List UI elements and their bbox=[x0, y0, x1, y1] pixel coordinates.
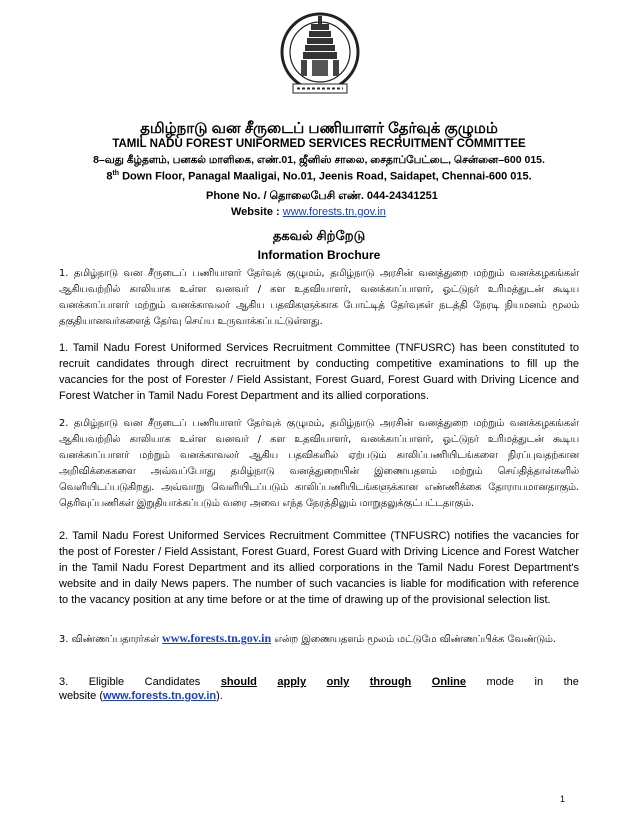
word: through bbox=[369, 676, 412, 688]
website-line bbox=[231, 206, 386, 218]
word: mode bbox=[486, 676, 515, 688]
paragraph-1-tamil: 1. தமிழ்நாடு வன சீருடைப் பணியாளர் தேர்வுக் குழுமம், தமிழ்நாடு அரசின் வனத்துறை மற்றும் வனக்கழகங்கள் ஆகியவற்றில் காலியாக உள்ள வனவர் / கள உதவியாளர், வனக்காப்பாளர், ஓட்டுநர் உரிமத்துடன் கூடிய வனக்காப்பாளர் மற்றும் வனக்காவலர் ஆகிய பதவிகளுக்காக போட்டித் தேர்வுகள் நடத்தி நேரடி நியமனம் மூலம் தகுதியானவர்களைத் தேர்வு செய்ய உருவாக்கப்பட்டுள்ளது. bbox=[59, 268, 579, 327]
address-tamil: 8–வது கீழ்தளம், பனகல் மாளிகை, எண்.01, ஜீனிஸ் சாலை, சைதாப்பேட்டை, சென்னை–600 015. bbox=[93, 154, 545, 166]
paragraph-3-tamil-suffix: என்ற இணையதளம் மூலம் மட்டுமே விண்ணப்பிக்க வேண்டும். bbox=[271, 634, 556, 645]
word: in bbox=[534, 676, 544, 688]
word: Eligible bbox=[88, 676, 125, 688]
committee-title-english: TAMIL NADU FOREST UNIFORMED SERVICES RECRUITMENT COMMITTEE bbox=[112, 138, 526, 150]
paragraph-2-tamil: 2. தமிழ்நாடு வன சீருடைப் பணியாளர் தேர்வுக் குழுமம், தமிழ்நாடு அரசின் வனத்துறை மற்றும் வனக்கழகங்கள் ஆகியவற்றில் காலியாக உள்ள வனவர் / கள உதவியாளர், வனக்காப்பாளர், ஓட்டுநர் உரிமத்துடன் கூடிய வனக்காப்பாளர் மற்றும் வனக்காவலர் ஆகிய பதவிகளில் ஏற்படும் காலிப்பணியிடங்களை நிரப்புவதற்கான அறிவிக்கைகளை அவ்வப்போது தமிழ்நாடு வனத்துறையின் இணையதளம் மற்றும் செய்தித்தாள்களில் வெளியிடப்படுகிறது. அவ்வாறு வெளியிடப்படும் காலிப்பணியிடங்களுக்கான எண்ணிக்கை தோராயமானதாகும். தெரிவுப்பணிகள் இறுதியாக்கப்படும் வரை அவை எந்த நேரத்திலும் மாறுதலுக்குட்பட்டதாகும். bbox=[59, 418, 579, 509]
word: only bbox=[326, 676, 350, 688]
brochure-title-tamil: தகவல் சிற்றேடு bbox=[272, 228, 366, 243]
address-rest: Down Floor, Panagal Maaligai, No.01, Jeenis Road, Saidapet, Chennai-600 015. bbox=[119, 170, 532, 183]
address-floor-number: 8 bbox=[106, 170, 113, 183]
paragraph-3-tamil bbox=[59, 630, 579, 648]
website-link[interactable]: www.forests.tn.gov.in bbox=[282, 206, 386, 218]
tamil-nadu-emblem-icon bbox=[279, 4, 361, 104]
word: the bbox=[563, 676, 579, 688]
word: Candidates bbox=[144, 676, 201, 688]
paragraph-2-english: 2. Tamil Nadu Forest Uniformed Services Recruitment Committee (TNFUSRC) notifies the vacancies for the post of Forester / Field Assistant, Forest Guard, Forest Guard with Driving Licence and Forest Watcher in the Tamil Nadu Forest Department and its allied corporations in the Tamil Nadu Forest Department's website and in daily News papers. The number of such vacancies is liable for modification with reference to the vacancy position at any time before or at the time of drawing up of the provisional selection list. bbox=[59, 530, 579, 606]
word: 3. bbox=[59, 676, 69, 688]
paragraph-3-english-prefix: website ( bbox=[59, 690, 104, 702]
website-label: Website : bbox=[231, 206, 283, 218]
committee-title-tamil: தமிழ்நாடு வன சீருடைப் பணியாளர் தேர்வுக் குழுமம் bbox=[140, 120, 498, 137]
address-english bbox=[0, 170, 638, 183]
paragraph-1-english: 1. Tamil Nadu Forest Uniformed Services Recruitment Committee (TNFUSRC) has been constituted to recruit candidates through direct recruitment by conducting competitive examinations to fill up the vacancies for the post of Forester / Field Assistant, Forest Guard, Forest Guard with Driving Licence and Forest Watcher in Tamil Nadu Forest Department and its allied corporations. bbox=[59, 342, 579, 402]
word: should bbox=[220, 676, 257, 688]
phone-number: 044-24341251 bbox=[363, 190, 438, 202]
phone-line bbox=[206, 190, 438, 204]
paragraph-3-english-link[interactable]: www.forests.tn.gov.in bbox=[103, 690, 217, 702]
paragraph-3-english bbox=[59, 676, 579, 702]
paragraph-3-english-line-1 bbox=[59, 676, 579, 688]
paragraph-3-tamil-link[interactable]: www.forests.tn.gov.in bbox=[162, 631, 272, 645]
page-number: 1 bbox=[560, 794, 566, 804]
word: Online bbox=[431, 676, 467, 688]
paragraph-3-english-suffix: ). bbox=[216, 690, 223, 702]
brochure-title-english: Information Brochure bbox=[257, 248, 381, 262]
phone-label: Phone No. / தொலைபேசி எண். bbox=[206, 190, 364, 202]
address-floor-suffix: th bbox=[112, 170, 120, 177]
paragraph-3-english-line-2 bbox=[59, 690, 579, 702]
word: apply bbox=[277, 676, 307, 688]
paragraph-3-tamil-prefix: 3. விண்ணப்பதாரர்கள் bbox=[59, 634, 163, 645]
